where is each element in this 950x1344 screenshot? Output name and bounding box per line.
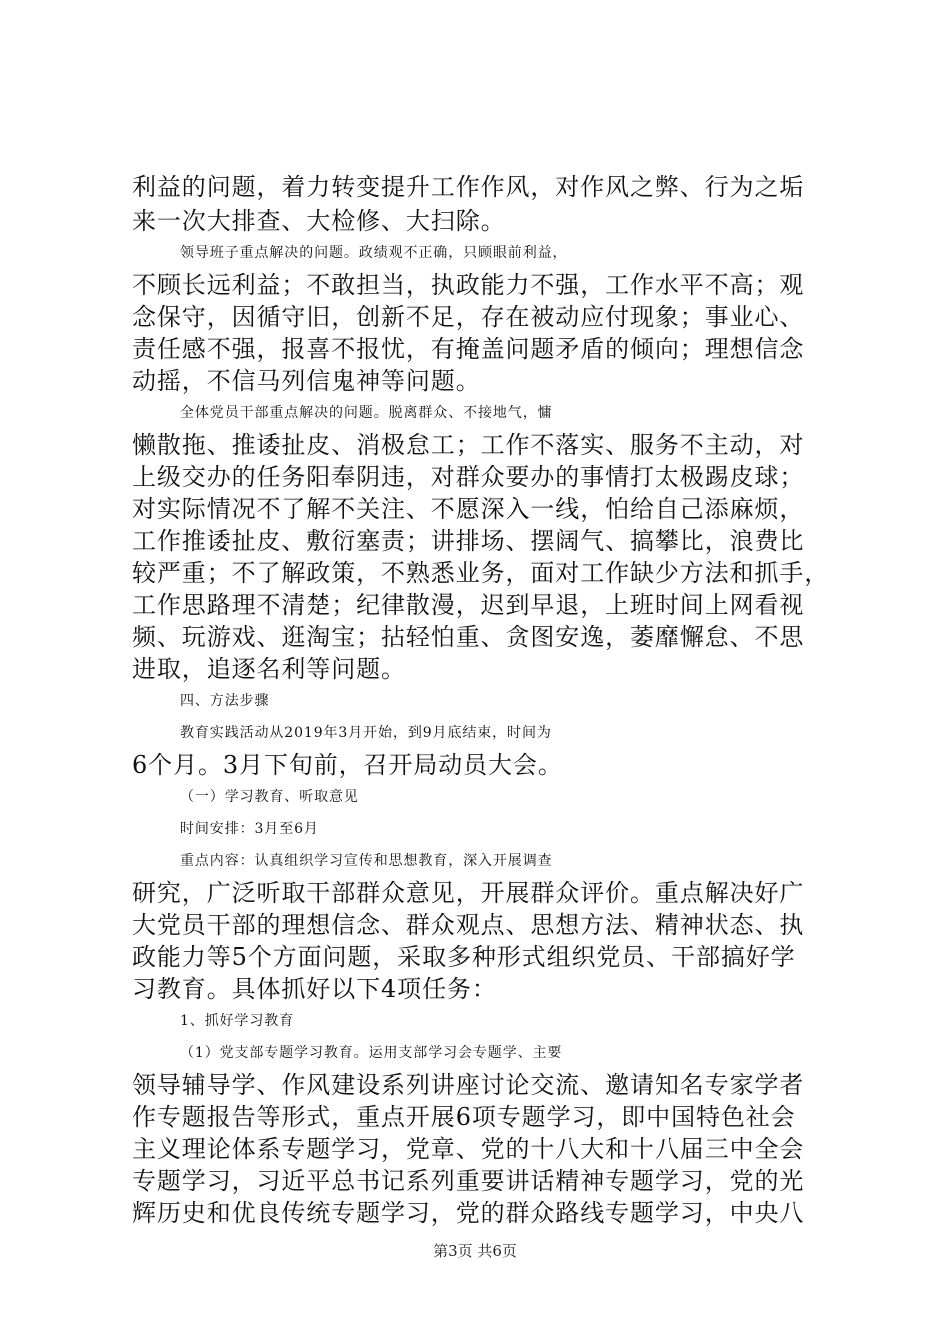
text-line: 6个月。3月下旬前，召开局动员大会。 bbox=[132, 751, 563, 779]
text-line: 专题学习，习近平总书记系列重要讲话精神专题学习，党的光 bbox=[132, 1167, 805, 1195]
text-line: 对实际情况不了解不关注、不愿深入一线，怕给自己添麻烦， bbox=[132, 495, 805, 523]
text-line: 辉历史和优良传统专题学习，党的群众路线专题学习，中央八 bbox=[132, 1199, 805, 1227]
text-line: 重点内容：认真组织学习宣传和思想教育，深入开展调查 bbox=[180, 853, 553, 869]
text-line: 领导班子重点解决的问题。政绩观不正确，只顾眼前利益， bbox=[180, 245, 568, 261]
text-line: 教育实践活动从2019年3月开始，到9月底结束，时间为 bbox=[180, 725, 552, 741]
text-line: 来一次大排查、大检修、大扫除。 bbox=[132, 207, 506, 235]
text-line: 不顾长远利益；不敢担当，执政能力不强，工作水平不高；观 bbox=[132, 271, 805, 299]
text-line: 习教育。具体抓好以下4项任务： bbox=[132, 975, 497, 1003]
text-line: 进取，追逐名利等问题。 bbox=[132, 655, 406, 683]
text-line: 动摇，不信马列信鬼神等问题。 bbox=[132, 367, 481, 395]
text-line: 较严重；不了解政策，不熟悉业务，面对工作缺少方法和抓手， bbox=[132, 559, 830, 587]
page-number-footer: 第3页 共6页 bbox=[433, 1242, 517, 1260]
text-line: 利益的问题，着力转变提升工作作风，对作风之弊、行为之垢 bbox=[132, 173, 805, 201]
text-line: 责任感不强，报喜不报忧，有掩盖问题矛盾的倾向；理想信念 bbox=[132, 335, 805, 363]
text-line: 作专题报告等形式，重点开展6项专题学习，即中国特色社会 bbox=[132, 1103, 796, 1131]
text-line: 大党员干部的理想信念、群众观点、思想方法、精神状态、执 bbox=[132, 911, 805, 939]
subsection-heading: 1、抓好学习教育 bbox=[180, 1013, 295, 1029]
text-line: 主义理论体系专题学习，党章、党的十八大和十八届三中全会 bbox=[132, 1135, 805, 1163]
text-line: 政能力等5个方面问题，采取多种形式组织党员、干部搞好学 bbox=[132, 943, 796, 971]
section-heading: 四、方法步骤 bbox=[180, 693, 270, 709]
text-line: 研究，广泛听取干部群众意见，开展群众评价。重点解决好广 bbox=[132, 879, 805, 907]
text-line: 频、玩游戏、逛淘宝；拈轻怕重、贪图安逸，萎靡懈怠、不思 bbox=[132, 623, 805, 651]
text-line: 上级交办的任务阳奉阴违，对群众要办的事情打太极踢皮球； bbox=[132, 463, 805, 491]
text-line: 工作推诿扯皮、敷衍塞责；讲排场、摆阔气、搞攀比，浪费比 bbox=[132, 527, 805, 555]
text-line: 时间安排：3月至6月 bbox=[180, 821, 319, 837]
text-line: 工作思路理不清楚；纪律散漫，迟到早退，上班时间上网看视 bbox=[132, 591, 805, 619]
text-line: 懒散拖、推诿扯皮、消极怠工；工作不落实、服务不主动，对 bbox=[132, 431, 805, 459]
subsection-heading: （一）学习教育、听取意见 bbox=[180, 789, 359, 805]
text-line: 全体党员干部重点解决的问题。脱离群众、不接地气，慵 bbox=[180, 405, 553, 421]
text-line: （1）党支部专题学习教育。运用支部学习会专题学、主要 bbox=[180, 1045, 563, 1061]
text-line: 念保守，因循守旧，创新不足，存在被动应付现象；事业心、 bbox=[132, 303, 805, 331]
text-line: 领导辅导学、作风建设系列讲座讨论交流、邀请知名专家学者 bbox=[132, 1071, 805, 1099]
